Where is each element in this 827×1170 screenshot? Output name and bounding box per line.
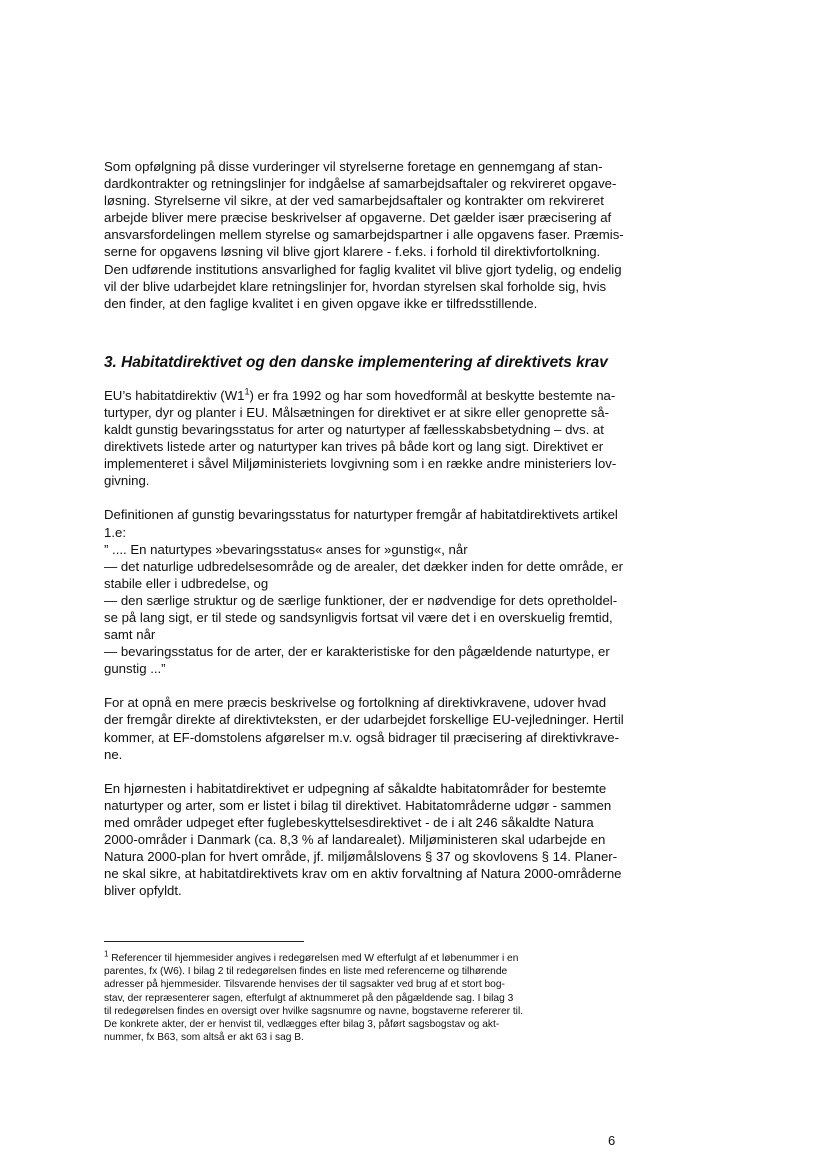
- spacer: [104, 373, 714, 387]
- paragraph-habitatdirektiv-rest: ) er fra 1992 og har som hovedformål at beskytte bestemte na- turtyper, dyr og planter i EU. Målsætningen for direktivet er at sikre eller genoprette så- kaldt gunstig bevaringsstatus for arter og naturtyper af fællesskabsbetydning – dvs. at direktivets listede arter og naturtyper kan trives på både kort og lang sigt. Direktivet er implementeret i såvel Miljøministeriets lovgivning som i en række andre ministeriers lov- givning.: [104, 387, 617, 489]
- paragraph-fortolkning: For at opnå en mere præcis beskrivelse og fortolkning af direktivkravene, udover hvad der fremgår direkte af direktivteksten, er der udarbejdet forskellige EU-vejledninger. Hertil kommer, at EF-domstolens afgørelser m.v. også bidrager til præcisering af direktivkrave- ne.: [104, 695, 624, 762]
- section-heading: 3. Habitatdirektivet og den danske implementering af direktivets krav: [104, 353, 608, 371]
- footnote-text: Referencer til hjemmesider angives i redegørelsen med W efterfulgt af et løbenummer i en parentes, fx (W6). I bilag 2 til redegørelsen findes en liste med referencerne og tilhørende adresser på hjemmesider. Tilsvarende henvises der til sagsakter ved brug af et stort bog- stav, der repræsenterer sagen, efterfulgt af aktnummeret på den pågældende sag. I bilag 3 til redegørelsen findes en oversigt over hvilke sagsnumre og navne, bogstaverne refererer til. De konkrete akter, der er henvist til, vedlægges efter bilag 3, påført sagsbogstav og akt- nummer, fx B63, som altså er akt 63 i sag B.: [104, 953, 524, 1044]
- spacer: [104, 312, 714, 353]
- paragraph-habitatdirektiv: [104, 387, 714, 490]
- paragraph-definition: Definitionen af gunstig bevaringsstatus for naturtyper fremgår af habitatdirektivets artikel 1.e: ” .... En naturtypes »bevaringsstatus« anses for »gunstig«, når — det naturlige udbredelsesområde og de arealer, det dækker inden for dette område, er stabile eller i udbredelse, og — den særlige struktur og de særlige funktioner, der er nødvendige for dets opretholdel- se på lang sigt, er til stede og sandsynligvis fortsat vil være det i en overskuelig fremtid, samt når — bevaringsstatus for de arter, der er karakteristiske for den pågældende naturtype, er gunstig ...”: [104, 507, 624, 677]
- spacer: [104, 763, 714, 780]
- page-number: 6: [608, 1133, 616, 1148]
- footnote-marker: 1: [104, 949, 109, 959]
- spacer: [104, 677, 714, 694]
- footnote-divider: [104, 941, 304, 942]
- spacer: [104, 489, 714, 506]
- paragraph-habitatdirektiv-start: EU’s habitatdirektiv (W1: [104, 387, 245, 403]
- paragraph-hjoernesten: En hjørnesten i habitatdirektivet er udpegning af såkaldte habitatområder for bestemte naturtyper og arter, som er listet i bilag til direktivet. Habitatområderne udgør - sammen med områder udpeget efter fuglebeskyttelsesdirektivet - de i alt 246 såkaldte Natura 2000-områder i Danmark (ca. 8,3 % af landarealet). Miljøministeren skal udarbejde en Natura 2000-plan for hvert område, jf. miljømålslovens § 37 og skovlovens § 14. Planer- ne skal sikre, at habitatdirektivets krav om en aktiv forvaltning af Natura 2000-områderne bliver opfyldt.: [104, 780, 622, 899]
- footnote-reference: 1: [244, 386, 250, 397]
- page-body: [104, 158, 714, 899]
- footnote: [104, 949, 629, 1044]
- paragraph-opfoelgning: Som opfølgning på disse vurderinger vil styrelserne foretage en gennemgang af stan- dardkontrakter og retningslinjer for indgåelse af samarbejdsaftaler og rekvireret opgave- løsning. Styrelserne vil sikre, at der ved samarbejdsaftaler og kontrakter om rekvireret arbejde bliver mere præcise beskrivelser af opgaverne. Det gælder især præcisering af ansvarsfordelingen mellem styrelse og samarbejdspartner i alle opgavens faser. Præmis- serne for opgavens løsning vil blive gjort klarere - f.eks. i forhold til direktivfortolkning. Den udførende institutions ansvarlighed for faglig kvalitet vil blive gjort tydelig, og endelig vil der blive udarbejdet klare retningslinjer for, hvordan styrelsen skal forholde sig, hvis den finder, at den faglige kvalitet i en given opgave ikke er tilfredsstillende.: [104, 159, 624, 311]
